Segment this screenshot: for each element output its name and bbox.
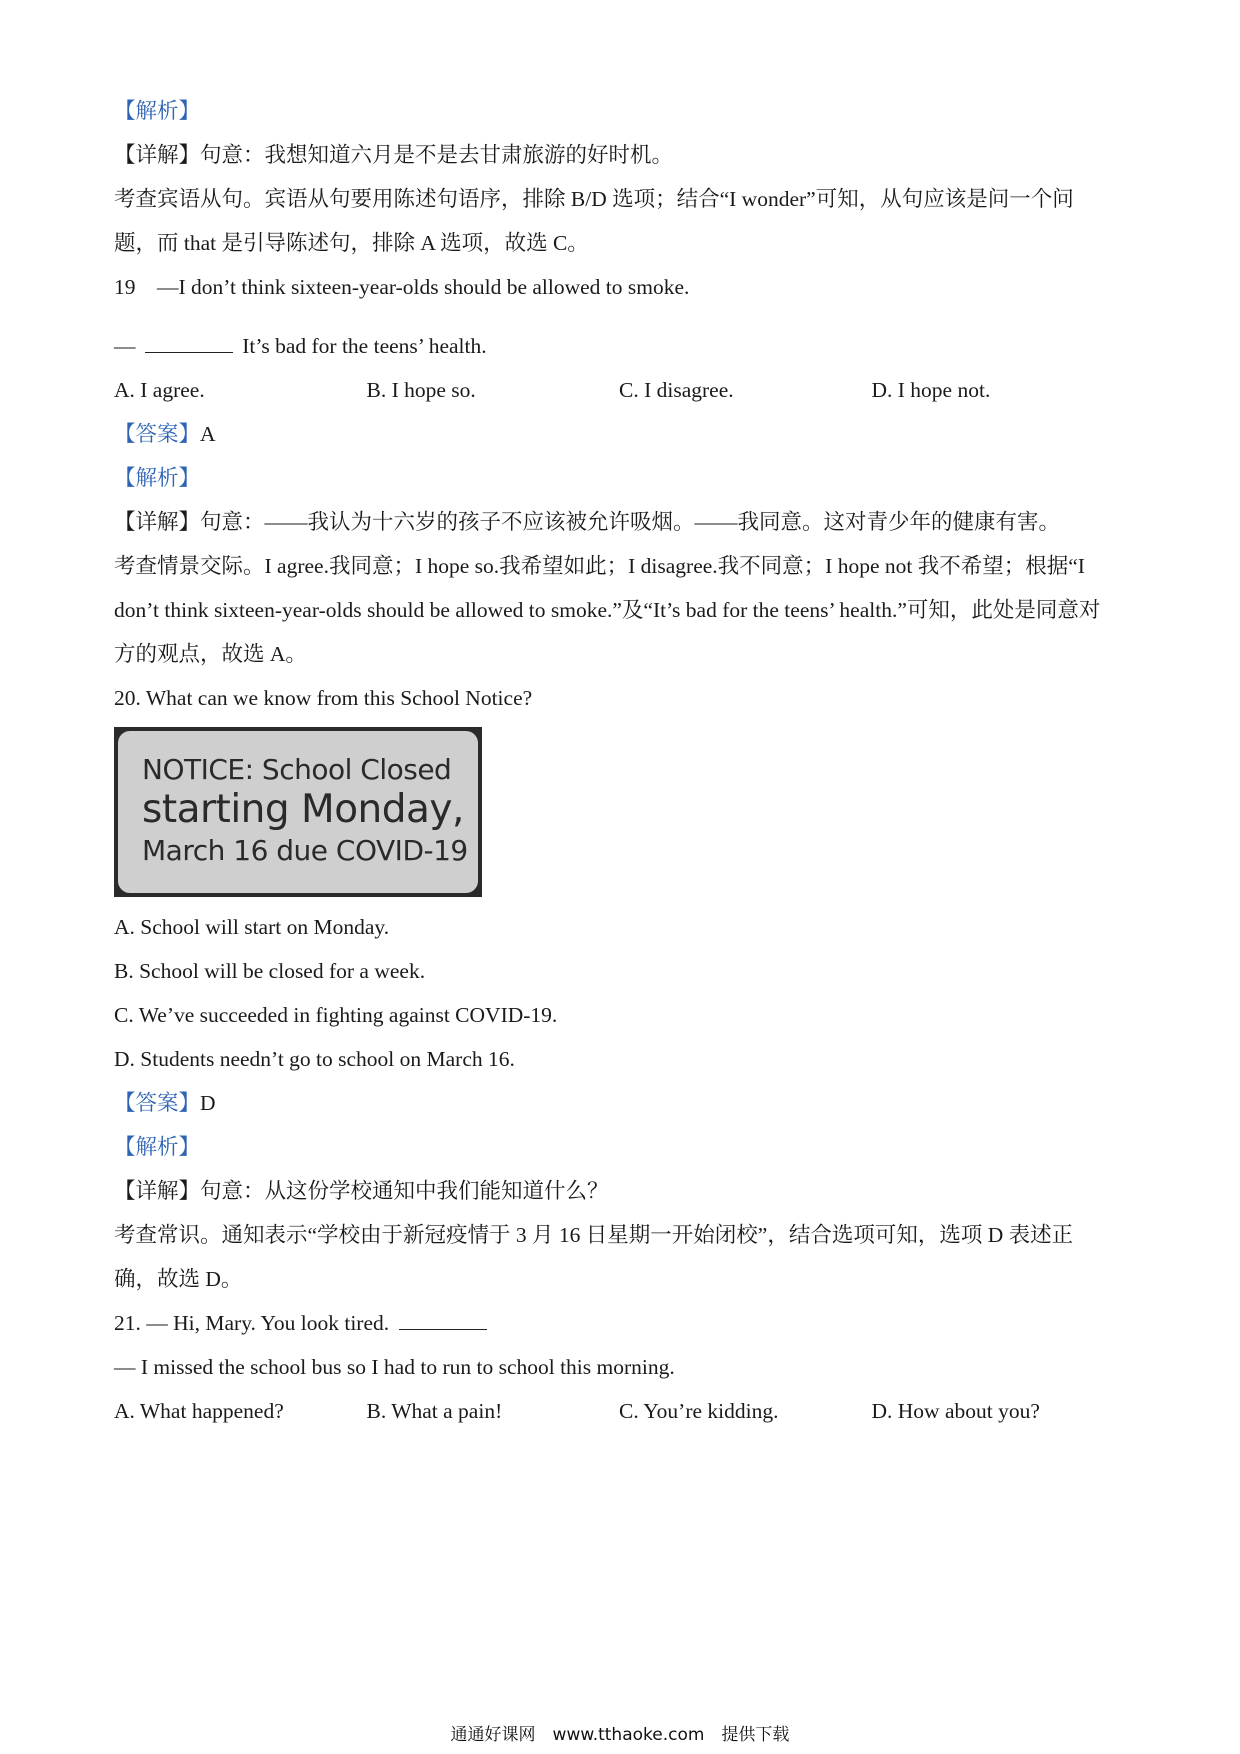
q19-option-b: B. I hope so. bbox=[366, 378, 476, 402]
analysis-label: 【解析】 bbox=[114, 466, 201, 490]
q20-explain-2: 确，故选 D。 bbox=[114, 1267, 243, 1291]
school-notice-image bbox=[114, 727, 482, 897]
q20-option-d: D. Students needn’t go to school on March 16. bbox=[114, 1047, 515, 1071]
q20-explain-1: 考查常识。通知表示“学校由于新冠疫情于 3 月 16 日星期一开始闭校”，结合选项可知，选项 D 表述正 bbox=[114, 1223, 1074, 1247]
q20-answer-value: D bbox=[200, 1091, 216, 1115]
q21-option-c: C. You’re kidding. bbox=[619, 1399, 779, 1423]
q19-reply bbox=[114, 331, 1124, 361]
q19-answer-value: A bbox=[200, 422, 216, 446]
q21-option-b: B. What a pain! bbox=[366, 1399, 503, 1423]
q20-stem: 20. What can we know from this School Notice? bbox=[114, 686, 533, 710]
q19-option-a: A. I agree. bbox=[114, 378, 205, 402]
notice-line-3: March 16 due COVID-19 bbox=[142, 834, 468, 867]
answer-blank bbox=[399, 1309, 487, 1330]
q20-detail: 【详解】句意：从这份学校通知中我们能知道什么？ bbox=[114, 1179, 609, 1203]
q19-option-d: D. I hope not. bbox=[871, 378, 991, 402]
analysis-label: 【解析】 bbox=[114, 99, 201, 123]
notice-line-2: starting Monday, bbox=[142, 787, 464, 832]
q19-stem: 19 —I don’t think sixteen-year-olds should be allowed to smoke. bbox=[114, 275, 690, 299]
q19-detail: 【详解】句意：——我认为十六岁的孩子不应该被允许吸烟。——我同意。这对青少年的健康有害。 bbox=[114, 510, 1061, 534]
analysis-label: 【解析】 bbox=[114, 1135, 201, 1159]
q21-stem bbox=[114, 1308, 1124, 1338]
notice-line-1: NOTICE: School Closed bbox=[142, 753, 452, 786]
q21-reply: — I missed the school bus so I had to run to school this morning. bbox=[114, 1355, 675, 1379]
q20-answer bbox=[114, 1088, 1124, 1118]
q19-answer bbox=[114, 419, 1124, 449]
q19-explain-3: 方的观点，故选 A。 bbox=[114, 642, 307, 666]
answer-label: 【答案】 bbox=[114, 422, 201, 446]
q19-reply-dash: — bbox=[114, 334, 136, 358]
q19-reply-text: It’s bad for the teens’ health. bbox=[242, 334, 487, 358]
q21-stem-text: 21. — Hi, Mary. You look tired. bbox=[114, 1311, 390, 1335]
answer-label: 【答案】 bbox=[114, 1091, 201, 1115]
q18-explain-1: 考查宾语从句。宾语从句要用陈述句语序，排除 B/D 选项；结合“I wonder”可知，从句应该是问一个问 bbox=[114, 187, 1074, 211]
q20-option-c: C. We’ve succeeded in fighting against COVID-19. bbox=[114, 1003, 558, 1027]
notice-sign bbox=[118, 731, 478, 893]
q20-option-a: A. School will start on Monday. bbox=[114, 915, 390, 939]
q18-detail: 【详解】句意：我想知道六月是不是去甘肃旅游的好时机。 bbox=[114, 143, 674, 167]
q21-option-a: A. What happened? bbox=[114, 1399, 284, 1423]
answer-blank bbox=[145, 332, 233, 353]
q19-option-c: C. I disagree. bbox=[619, 378, 734, 402]
q21-options bbox=[114, 1396, 1124, 1426]
q19-explain-2: don’t think sixteen-year-olds should be allowed to smoke.”及“It’s bad for the teens’ health.”可知，此处是同意对 bbox=[114, 598, 1101, 622]
q18-explain-2: 题，而 that 是引导陈述句，排除 A 选项，故选 C。 bbox=[114, 231, 589, 255]
document-body bbox=[114, 96, 1124, 1426]
page-footer: 通通好课网 www.tthaoke.com 提供下载 bbox=[450, 1725, 790, 1745]
q21-option-d: D. How about you? bbox=[871, 1399, 1040, 1423]
q20-option-b: B. School will be closed for a week. bbox=[114, 959, 426, 983]
q19-explain-1: 考查情景交际。I agree.我同意；I hope so.我希望如此；I disagree.我不同意；I hope not 我不希望；根据“I bbox=[114, 554, 1085, 578]
q19-options bbox=[114, 375, 1124, 405]
